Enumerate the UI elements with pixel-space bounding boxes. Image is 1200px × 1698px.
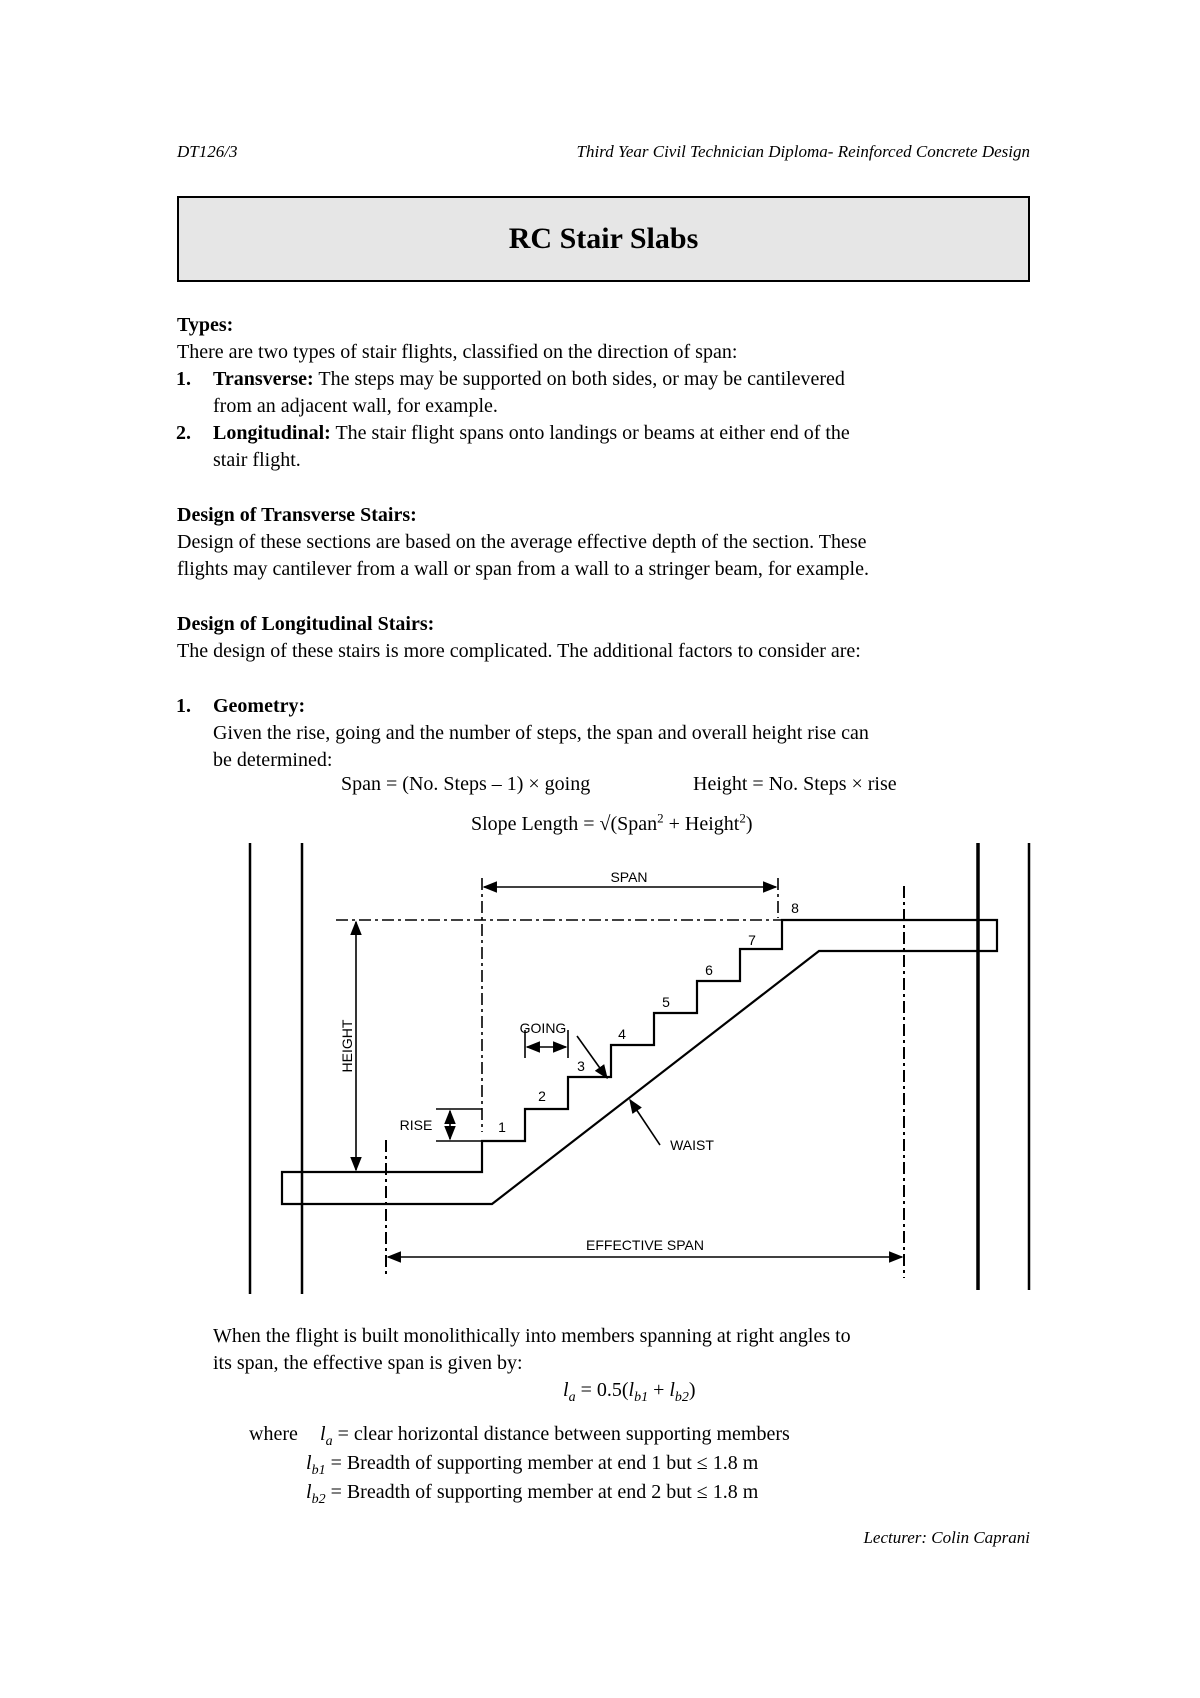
- definition-lb1: $l_{b1}$ = Breadth of supporting member at end 1 but ≤ 1.8 m: [306, 1452, 759, 1478]
- footer-lecturer: Lecturer: Colin Caprani: [863, 1528, 1030, 1547]
- list-number: 1.: [176, 368, 191, 390]
- definition-la: $l_a$ = clear horizontal distance between supporting members: [320, 1423, 790, 1449]
- height-label: HEIGHT: [339, 1019, 355, 1073]
- list-number: 1.: [176, 695, 191, 717]
- list-item-longitudinal: [176, 420, 1030, 474]
- definition-lb2: $l_{b2}$ = Breadth of supporting member at end 2 but ≤ 1.8 m: [306, 1481, 759, 1507]
- geometry-text-1: Given the rise, going and the number of steps, the span and overall height rise can: [213, 722, 869, 744]
- step-number: 1: [498, 1119, 506, 1135]
- list-item-transverse: [176, 366, 1030, 420]
- span-label: SPAN: [610, 869, 648, 885]
- step-number: 2: [538, 1088, 546, 1104]
- step-number: 3: [577, 1058, 585, 1074]
- list-text: The stair flight spans onto landings or beams at either end of the: [330, 422, 850, 444]
- list-text-cont: from an adjacent wall, for example.: [213, 395, 498, 417]
- step-number: 4: [618, 1026, 626, 1042]
- effective-span-equation: $l_a = 0.5(l_{b1} + l_{b2})$: [563, 1379, 696, 1405]
- step-number: 7: [748, 932, 756, 948]
- transverse-text-2: flights may cantilever from a wall or span from a wall to a stringer beam, for example.: [177, 558, 869, 580]
- step-number: 5: [662, 994, 670, 1010]
- stair-diagram: [240, 836, 1040, 1296]
- geometry-text-2: be determined:: [213, 749, 333, 771]
- going-label: GOING: [519, 1020, 567, 1036]
- transverse-heading: Design of Transverse Stairs:: [177, 504, 417, 526]
- formula-height: Height = No. Steps × rise: [693, 773, 897, 795]
- types-heading: Types:: [177, 314, 234, 336]
- waist-label: WAIST: [670, 1137, 714, 1153]
- formula-slope-length: Slope Length = √(Span$^2$ + Height$^2$): [471, 810, 753, 835]
- header-course-code: DT126/3: [177, 142, 238, 161]
- types-intro: There are two types of stair flights, classified on the direction of span:: [177, 341, 738, 363]
- page-title: RC Stair Slabs: [508, 222, 699, 255]
- list-text: The steps may be supported on both sides, or may be cantilevered: [313, 368, 845, 390]
- formula-span: Span = (No. Steps – 1) × going: [341, 773, 591, 795]
- list-label: Longitudinal:: [213, 422, 331, 444]
- step-number: 6: [705, 962, 713, 978]
- step-number: 8: [791, 900, 799, 916]
- geometry-heading: Geometry:: [213, 695, 306, 717]
- where-label: where: [249, 1423, 298, 1445]
- rise-label: RISE: [399, 1117, 433, 1133]
- list-label: Transverse:: [213, 368, 314, 390]
- effective-span-text-1: When the flight is built monolithically into members spanning at right angles to: [213, 1325, 851, 1347]
- waist-pointer: [630, 1100, 660, 1145]
- header-course-title: Third Year Civil Technician Diploma- Reinforced Concrete Design: [576, 142, 1030, 161]
- effective-span-text-2: its span, the effective span is given by:: [213, 1352, 523, 1374]
- title-box: [177, 196, 1030, 282]
- transverse-text-1: Design of these sections are based on the average effective depth of the section. These: [177, 531, 867, 553]
- geometry-item: [176, 693, 1030, 774]
- longitudinal-heading: Design of Longitudinal Stairs:: [177, 613, 435, 635]
- effective-span-label: EFFECTIVE SPAN: [586, 1237, 704, 1253]
- list-number: 2.: [176, 422, 191, 444]
- longitudinal-intro: The design of these stairs is more complicated. The additional factors to consider are:: [177, 640, 861, 662]
- stair-slab-outline: [282, 920, 997, 1204]
- list-text-cont: stair flight.: [213, 449, 301, 471]
